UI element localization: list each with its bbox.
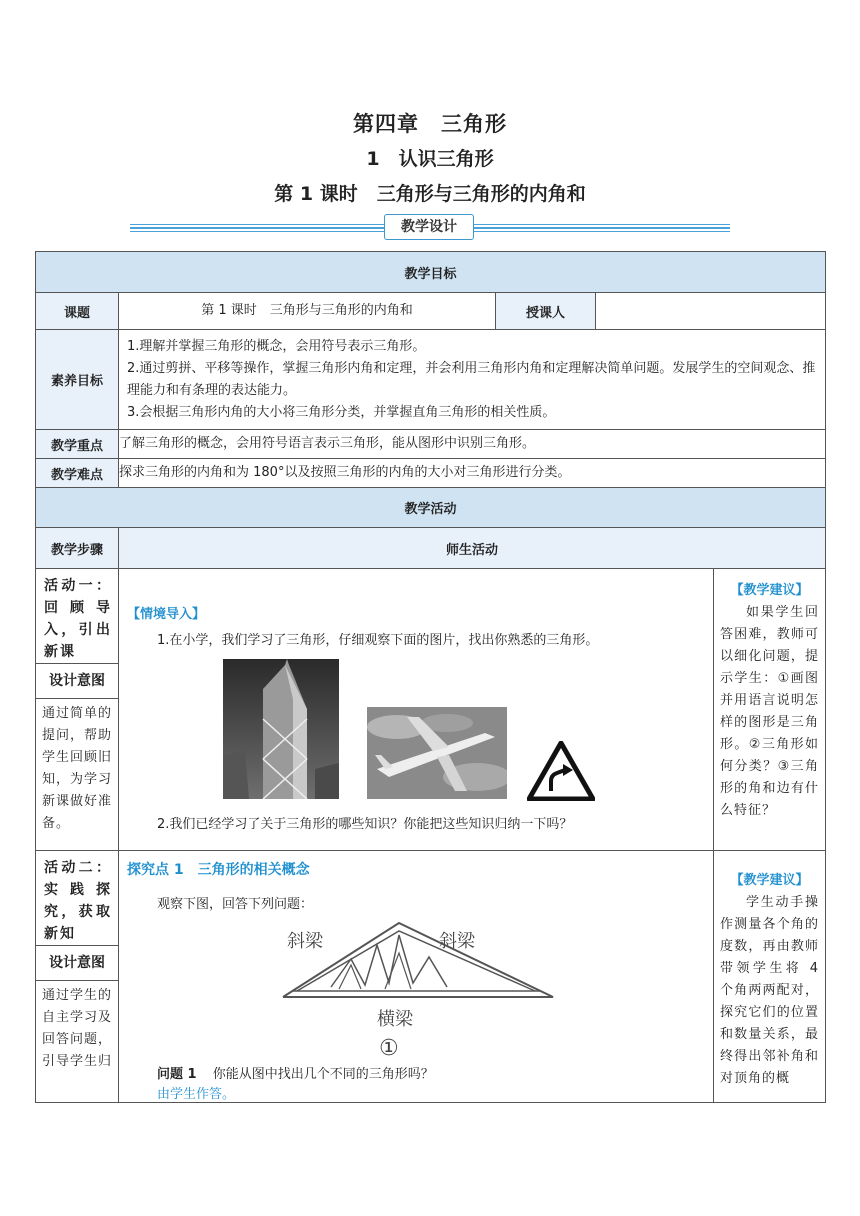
literacy-goals bbox=[119, 330, 826, 430]
figure-number: ① bbox=[379, 1036, 399, 1059]
teacher-label: 授课人 bbox=[496, 293, 596, 330]
activity1-question1: 1.在小学，我们学习了三角形，仔细观察下面的图片，找出你熟悉的三角形。 bbox=[157, 633, 599, 648]
key-label: 教学重点 bbox=[36, 430, 119, 459]
activity1-design-label: 设计意图 bbox=[36, 663, 118, 698]
truss-figure bbox=[279, 917, 559, 1059]
key-value: 了解三角形的概念，会用符号语言表示三角形，能从图形中识别三角形。 bbox=[119, 430, 826, 459]
truss-label-right: 斜梁 bbox=[439, 931, 475, 952]
activity1-advice-tag: 【教学建议】 bbox=[730, 583, 809, 598]
activity2-side bbox=[36, 851, 119, 1103]
airplane-photo bbox=[367, 707, 507, 799]
activity2-advice-text: 学生动手操作测量各个角的度数，再由教师带领学生将 4 个角两两配对，探究它们的位置和数量关系，最终得出邻补角和对顶角的概 bbox=[720, 895, 820, 1086]
activity1-design-text: 通过简单的提问，帮助学生回顾旧知，为学习新课做好准备。 bbox=[36, 698, 118, 839]
literacy-item: 1.理解并掌握三角形的概念，会用符号表示三角形。 bbox=[127, 338, 426, 354]
observe-text: 观察下图，回答下列问题： bbox=[157, 897, 314, 912]
activity2-design-text: 通过学生的自主学习及回答问题，引导学生归 bbox=[36, 980, 118, 1077]
intro-tag: 【情境导入】 bbox=[127, 607, 206, 622]
lesson-plan-table bbox=[35, 251, 826, 1103]
building-photo bbox=[223, 659, 339, 799]
activity1-question2: 2.我们已经学习了关于三角形的哪些知识？你能把这些知识归纳一下吗？ bbox=[157, 817, 573, 832]
literacy-label: 素养目标 bbox=[36, 330, 119, 430]
question1-label: 问题 1 bbox=[157, 1067, 197, 1082]
warning-sign bbox=[527, 741, 595, 801]
question1-answer: 由学生作答。 bbox=[157, 1087, 236, 1102]
truss-label-left: 斜梁 bbox=[287, 931, 323, 952]
question1 bbox=[157, 1063, 434, 1082]
activity1-advice bbox=[714, 569, 826, 851]
topic-label: 课题 bbox=[36, 293, 119, 330]
lesson-title: 第 1 课时 三角形与三角形的内角和 bbox=[274, 183, 586, 205]
title-block bbox=[0, 108, 860, 212]
design-banner bbox=[130, 214, 730, 240]
activity1-content bbox=[119, 569, 714, 851]
activities-header: 教学活动 bbox=[36, 488, 826, 528]
activity2-advice-tag: 【教学建议】 bbox=[730, 873, 809, 888]
activity1-side bbox=[36, 569, 119, 851]
activity2-advice bbox=[714, 851, 826, 1103]
activity-label: 师生活动 bbox=[119, 528, 826, 569]
activity2-name: 活动二：实践探究，获取新知 bbox=[44, 860, 112, 942]
topic-value: 第 1 课时 三角形与三角形的内角和 bbox=[119, 293, 496, 330]
literacy-item: 3.会根据三角形内角的大小将三角形分类，并掌握直角三角形的相关性质。 bbox=[127, 404, 556, 420]
difficult-value: 探求三角形的内角和为 180°以及按照三角形的内角的大小对三角形进行分类。 bbox=[119, 459, 826, 488]
question1-text: 你能从图中找出几个不同的三角形吗？ bbox=[212, 1067, 434, 1082]
activity2-design-label: 设计意图 bbox=[36, 945, 118, 980]
banner-label: 教学设计 bbox=[384, 214, 474, 240]
teacher-value bbox=[596, 293, 826, 330]
literacy-item: 2.通过剪拼、平移等操作，掌握三角形内角和定理，并会利用三角形内角和定理解决简单问题。发展学生的空间观念、推理能力和有条理的表达能力。 bbox=[127, 360, 816, 398]
chapter-title: 第四章 三角形 bbox=[353, 112, 507, 136]
activity2-content bbox=[119, 851, 714, 1103]
truss-label-bottom: 横梁 bbox=[377, 1009, 413, 1030]
goals-header: 教学目标 bbox=[36, 252, 826, 293]
difficult-label: 教学难点 bbox=[36, 459, 119, 488]
activity1-advice-text: 如果学生回答困难，教师可以细化问题，提示学生：①画图并用语言说明怎样的图形是三角形。②三角形如何分类？③三角形的角和边有什么特征？ bbox=[720, 605, 820, 818]
section-title: 1 认识三角形 bbox=[366, 148, 494, 170]
activity1-name: 活动一：回顾导入，引出新课 bbox=[44, 578, 112, 660]
steps-label: 教学步骤 bbox=[36, 528, 119, 569]
point1-title: 探究点 1 三角形的相关概念 bbox=[127, 862, 310, 878]
